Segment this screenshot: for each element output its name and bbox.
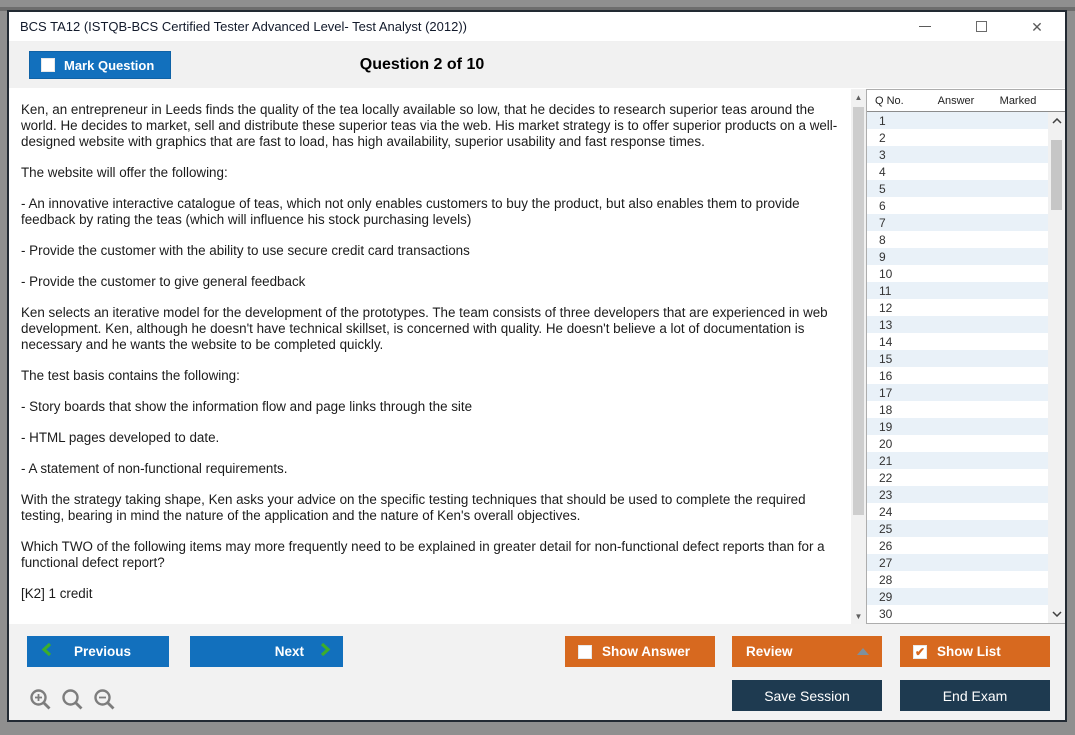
question-list-row[interactable] xyxy=(867,197,1048,214)
row-question-number: 26 xyxy=(879,538,893,553)
show-answer-label: Show Answer xyxy=(602,644,691,659)
question-paragraph: [K2] 1 credit xyxy=(21,586,93,601)
question-list-row[interactable] xyxy=(867,503,1048,520)
question-list-row[interactable] xyxy=(867,418,1048,435)
scroll-up-icon[interactable]: ▲ xyxy=(854,92,863,102)
scrollbar-thumb[interactable] xyxy=(1051,140,1062,210)
question-counter: Question 2 of 10 xyxy=(359,56,485,73)
row-question-number: 12 xyxy=(879,300,893,315)
question-list-row[interactable] xyxy=(867,401,1048,418)
question-list-row[interactable] xyxy=(867,248,1048,265)
end-exam-label: End Exam xyxy=(942,687,1008,704)
chevron-left-icon xyxy=(41,642,52,662)
row-question-number: 3 xyxy=(879,147,886,162)
show-list-label: Show List xyxy=(937,644,1001,659)
save-session-label: Save Session xyxy=(764,687,850,704)
footer-bar xyxy=(9,624,1065,720)
question-list-row[interactable] xyxy=(867,112,1048,129)
question-paragraph: - An innovative interactive catalogue of teas, which not only enables customers to buy the product, but also enables them to provide feedback by rating the teas (which will influence his stock purchasing levels) xyxy=(21,196,800,227)
row-question-number: 6 xyxy=(879,198,886,213)
app-window xyxy=(7,10,1067,722)
question-paragraph: The website will offer the following: xyxy=(21,165,228,180)
question-paragraph: - A statement of non-functional requirements. xyxy=(21,461,288,476)
question-list-row[interactable] xyxy=(867,316,1048,333)
question-list-body xyxy=(867,112,1065,623)
triangle-up-icon xyxy=(857,648,869,655)
scroll-up-icon[interactable] xyxy=(1052,112,1062,130)
chevron-right-icon xyxy=(320,642,331,662)
question-list-row[interactable] xyxy=(867,299,1048,316)
minimize-button[interactable] xyxy=(897,12,953,41)
row-question-number: 4 xyxy=(879,164,886,179)
zoom-reset-icon[interactable] xyxy=(61,688,84,716)
save-session-button[interactable] xyxy=(732,680,882,711)
question-list-panel xyxy=(866,89,1065,624)
question-list-row[interactable] xyxy=(867,231,1048,248)
show-answer-button[interactable] xyxy=(565,636,715,667)
scrollbar-thumb[interactable] xyxy=(853,107,864,515)
row-question-number: 11 xyxy=(879,283,892,298)
scroll-down-icon[interactable]: ▼ xyxy=(854,611,863,621)
scroll-down-icon[interactable] xyxy=(1052,605,1062,623)
row-question-number: 19 xyxy=(879,419,893,434)
question-list-row[interactable] xyxy=(867,350,1048,367)
question-list-row[interactable] xyxy=(867,384,1048,401)
row-question-number: 21 xyxy=(879,453,893,468)
scrollbar-track[interactable] xyxy=(851,105,866,608)
next-label: Next xyxy=(274,644,304,659)
maximize-icon xyxy=(976,21,987,32)
question-list-row[interactable] xyxy=(867,265,1048,282)
question-list-row[interactable] xyxy=(867,180,1048,197)
row-question-number: 16 xyxy=(879,368,893,383)
window-title: BCS TA12 (ISTQB-BCS Certified Tester Advanced Level- Test Analyst (2012)) xyxy=(20,19,468,34)
maximize-button[interactable] xyxy=(953,12,1009,41)
question-list-row[interactable] xyxy=(867,486,1048,503)
window-controls xyxy=(897,12,1065,41)
row-question-number: 20 xyxy=(879,436,893,451)
row-question-number: 25 xyxy=(879,521,893,536)
row-question-number: 9 xyxy=(879,249,886,264)
question-list-row[interactable] xyxy=(867,214,1048,231)
question-paragraph: - Story boards that show the information flow and page links through the site xyxy=(21,399,473,414)
column-answer: Answer xyxy=(937,94,975,107)
question-list-row[interactable] xyxy=(867,605,1048,622)
column-q-no: Q No. xyxy=(875,94,904,107)
question-list-row[interactable] xyxy=(867,163,1048,180)
close-button[interactable] xyxy=(1009,12,1065,41)
question-text-scrollbar[interactable] xyxy=(851,89,866,624)
question-paragraph: With the strategy taking shape, Ken asks your advice on the specific testing techniques that should be used to complete the required testing, bearing in mind the nature of the application and the nature of Ken's overall objectives. xyxy=(21,492,806,523)
question-list-row[interactable] xyxy=(867,367,1048,384)
question-paragraph: Which TWO of the following items may more frequently need to be explained in greater detail for non-functional defect reports than for a functional defect report? xyxy=(21,539,825,570)
row-question-number: 1 xyxy=(879,113,886,128)
show-list-checkbox[interactable] xyxy=(913,645,927,659)
zoom-out-icon[interactable] xyxy=(93,688,116,716)
question-paragraph: - Provide the customer to give general feedback xyxy=(21,274,306,289)
question-list-row[interactable] xyxy=(867,469,1048,486)
review-label: Review xyxy=(746,644,793,659)
row-question-number: 14 xyxy=(879,334,893,349)
question-list-row[interactable] xyxy=(867,129,1048,146)
question-list-row[interactable] xyxy=(867,571,1048,588)
question-list-row[interactable] xyxy=(867,537,1048,554)
review-dropdown-button[interactable] xyxy=(732,636,882,667)
row-question-number: 8 xyxy=(879,232,886,247)
row-question-number: 15 xyxy=(879,351,893,366)
row-question-number: 10 xyxy=(879,266,893,281)
question-paragraph: - HTML pages developed to date. xyxy=(21,430,220,445)
row-question-number: 17 xyxy=(879,385,893,400)
header-band xyxy=(9,42,1065,88)
zoom-in-icon[interactable] xyxy=(29,688,52,716)
question-text xyxy=(9,89,851,624)
question-paragraph: The test basis contains the following: xyxy=(21,368,240,383)
question-list-row[interactable] xyxy=(867,452,1048,469)
row-question-number: 22 xyxy=(879,470,893,485)
previous-button[interactable] xyxy=(27,636,169,667)
column-marked: Marked xyxy=(999,94,1037,107)
row-question-number: 13 xyxy=(879,317,893,332)
scrollbar-track[interactable] xyxy=(1048,130,1065,605)
row-question-number: 7 xyxy=(879,215,886,230)
question-list-row[interactable] xyxy=(867,588,1048,605)
row-question-number: 29 xyxy=(879,589,893,604)
titlebar xyxy=(9,12,1065,42)
mark-question-label: Mark Question xyxy=(64,57,155,73)
row-question-number: 2 xyxy=(879,130,886,145)
question-list-scrollbar[interactable] xyxy=(1048,112,1065,623)
row-question-number: 27 xyxy=(879,555,893,570)
previous-label: Previous xyxy=(74,644,132,659)
row-question-number: 5 xyxy=(879,181,886,196)
question-list-row[interactable] xyxy=(867,333,1048,350)
question-list-row[interactable] xyxy=(867,554,1048,571)
close-icon: ✕ xyxy=(1031,18,1043,35)
row-question-number: 24 xyxy=(879,504,893,519)
next-button[interactable] xyxy=(190,636,343,667)
question-list-row[interactable] xyxy=(867,435,1048,452)
question-list-rows xyxy=(867,112,1048,623)
question-paragraph: Ken selects an iterative model for the development of the prototypes. The team consists of three developers that are experienced in web development. Ken, although he doesn't have technical skillset, is concerned with quality. He doesn't believe a lot of documentation is necessary and he wants the website to be completed quickly. xyxy=(21,305,828,352)
row-question-number: 23 xyxy=(879,487,893,502)
question-paragraph: - Provide the customer with the ability to use secure credit card transactions xyxy=(21,243,470,258)
row-question-number: 18 xyxy=(879,402,893,417)
question-list-row[interactable] xyxy=(867,520,1048,537)
show-answer-checkbox[interactable] xyxy=(578,645,592,659)
check-icon: ✔ xyxy=(914,644,926,659)
show-list-button[interactable] xyxy=(900,636,1050,667)
zoom-tools xyxy=(29,688,116,716)
question-list-row[interactable] xyxy=(867,146,1048,163)
content-area xyxy=(9,89,1065,624)
row-question-number: 30 xyxy=(879,606,893,621)
question-paragraph: Ken, an entrepreneur in Leeds finds the quality of the tea locally available so low, that he decides to research superior teas around the world. He decides to market, sell and distribute these superior teas via the web. His market strategy is to offer superior products on a well-designed website with graphics that are fast to load, has high availability, superior usability and fast response times. xyxy=(21,102,838,149)
row-question-number: 28 xyxy=(879,572,893,587)
question-list-row[interactable] xyxy=(867,282,1048,299)
question-list-header xyxy=(867,90,1065,112)
end-exam-button[interactable] xyxy=(900,680,1050,711)
minimize-icon xyxy=(919,26,931,27)
